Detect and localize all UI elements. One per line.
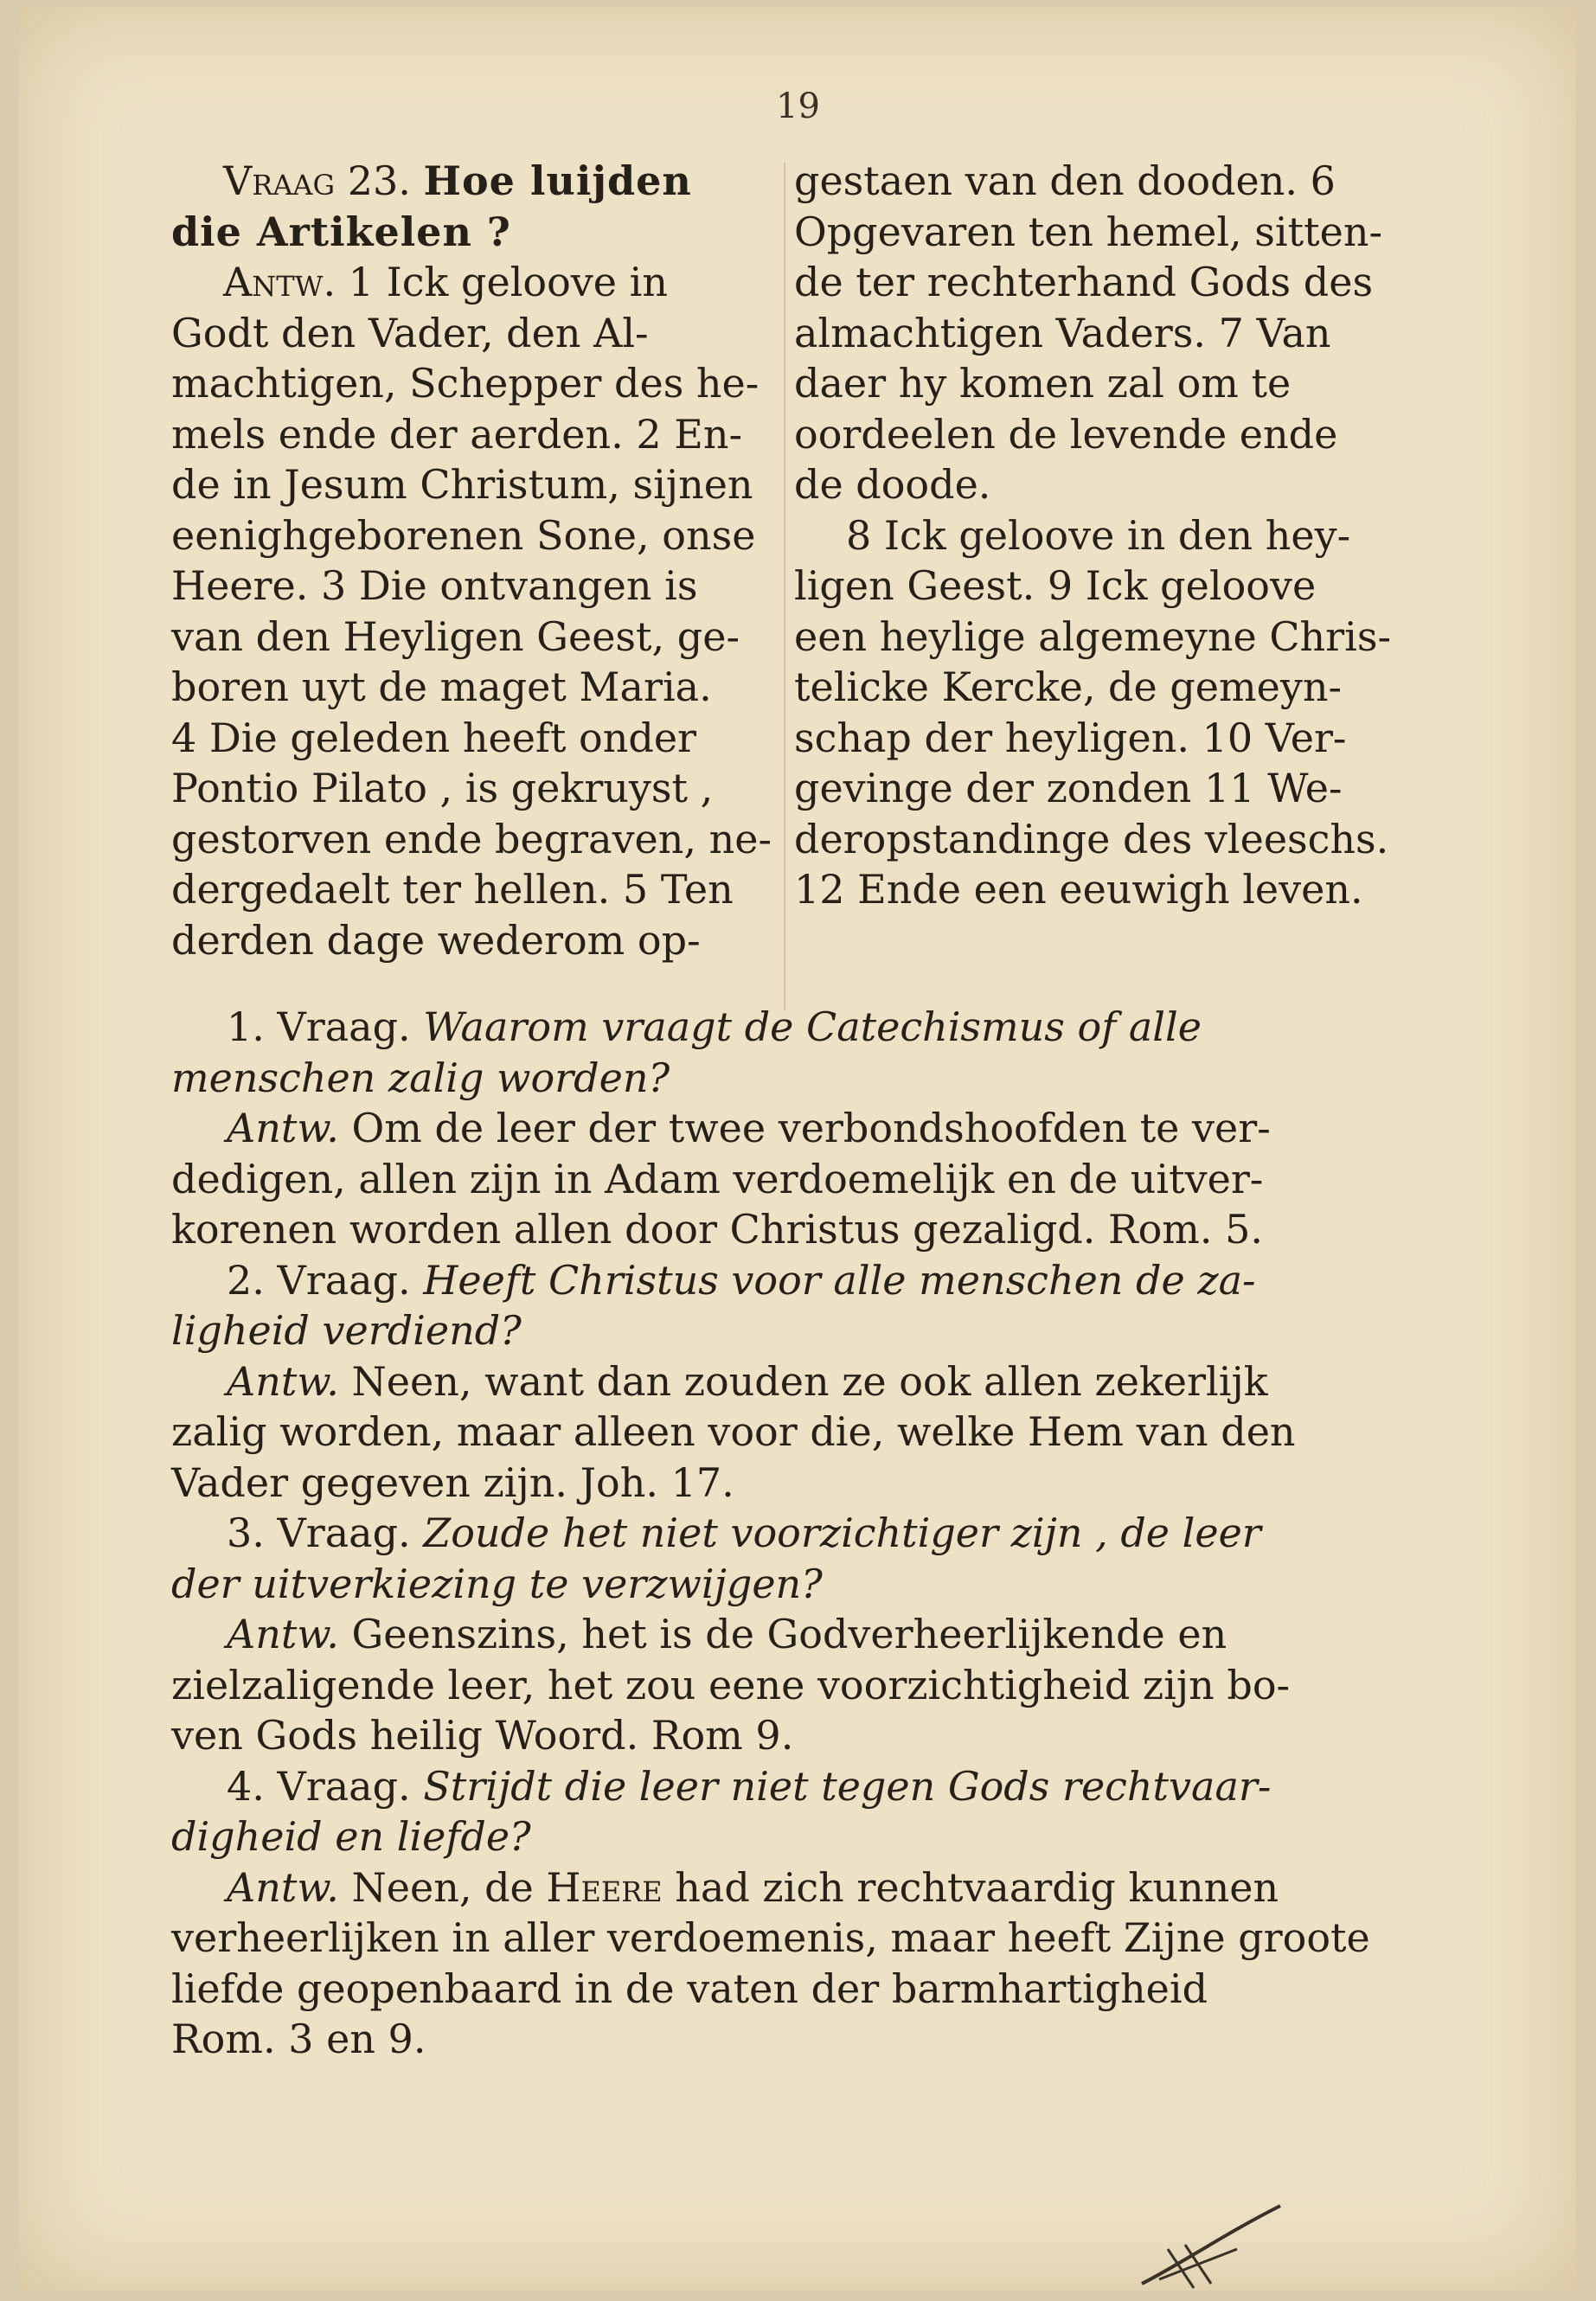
creed-line: machtigen, Schepper des he- bbox=[171, 360, 760, 407]
right-column bbox=[794, 156, 1391, 915]
answer-1: Antw. Om de leer der twee verbondshoofden te ver- bbox=[227, 1105, 1271, 1151]
creed-line: gestaen van den dooden. 6 bbox=[794, 157, 1336, 204]
answer-2-line: zalig worden, maar alleen voor die, welke Hem van den bbox=[171, 1408, 1296, 1455]
question-heading-cont: die Artikelen ? bbox=[171, 208, 511, 255]
creed-line: eenighgeborenen Sone, onse bbox=[171, 511, 756, 559]
creed-line: Opgevaren ten hemel, sitten- bbox=[794, 208, 1382, 255]
answer-2: Antw. Neen, want dan zouden ze ook allen zekerlijk bbox=[227, 1357, 1268, 1405]
answer-4-line: liefde geopenbaard in de vaten der barmhartigheid bbox=[171, 1965, 1208, 2012]
answer-4-line: verheerlijken in aller verdoemenis, maar heeft Zijne groote bbox=[171, 1914, 1370, 1961]
answer-3-line: ven Gods heilig Woord. Rom 9. bbox=[171, 1712, 794, 1759]
creed-line: Antw. 1 Ick geloove in bbox=[223, 259, 668, 305]
creed-line: oordeelen de levende ende bbox=[794, 410, 1338, 458]
question-1-cont: menschen zalig worden? bbox=[171, 1054, 670, 1101]
creed-line: gevinge der zonden 11 We- bbox=[794, 765, 1343, 811]
creed-line: deropstandinge des vleeschs. bbox=[794, 815, 1389, 862]
creed-line: de doode. bbox=[794, 461, 991, 508]
column-divider bbox=[784, 163, 785, 1010]
creed-line: 4 Die geleden heeft onder bbox=[171, 714, 697, 761]
question-4: 4. Vraag. Strijdt die leer niet tegen Gods rechtvaar- bbox=[227, 1762, 1272, 1810]
answer-3: Antw. Geenszins, het is de Godverheerlijkende en bbox=[227, 1611, 1227, 1657]
pencil-mark-icon bbox=[1133, 2197, 1289, 2292]
question-heading: Vraag 23. Hoe luijden bbox=[223, 157, 692, 204]
creed-line: gestorven ende begraven, ne- bbox=[171, 815, 772, 862]
creed-line: van den Heyligen Geest, ge- bbox=[171, 612, 740, 660]
creed-line: de in Jesum Christum, sijnen bbox=[171, 461, 753, 508]
left-column bbox=[171, 156, 772, 965]
commentary-section bbox=[171, 1002, 1391, 2065]
answer-1-line: dedigen, allen zijn in Adam verdoemelijk en de uitver- bbox=[171, 1155, 1264, 1202]
creed-line: dergedaelt ter hellen. 5 Ten bbox=[171, 866, 734, 913]
question-1: 1. Vraag. Waarom vraagt de Catechismus of alle bbox=[227, 1003, 1202, 1050]
answer-1-line: korenen worden allen door Christus gezaligd. Rom. 5. bbox=[171, 1206, 1264, 1253]
page-number: 19 bbox=[776, 87, 820, 126]
answer-4: Antw. Neen, de Heere had zich rechtvaardig kunnen bbox=[227, 1863, 1279, 1911]
question-3: 3. Vraag. Zoude het niet voorzichtiger zijn , de leer bbox=[227, 1509, 1261, 1556]
creed-line: 8 Ick geloove in den hey- bbox=[846, 511, 1351, 559]
creed-line: 12 Ende een eeuwigh leven. bbox=[794, 866, 1363, 913]
creed-line: derden dage wederom op- bbox=[171, 916, 701, 964]
question-4-cont: digheid en liefde? bbox=[171, 1813, 531, 1860]
creed-line: Godt den Vader, den Al- bbox=[171, 309, 649, 356]
creed-line: almachtigen Vaders. 7 Van bbox=[794, 309, 1331, 356]
question-2: 2. Vraag. Heeft Christus voor alle menschen de za- bbox=[227, 1256, 1256, 1304]
answer-3-line: zielzaligende leer, het zou eene voorzichtigheid zijn bo- bbox=[171, 1661, 1291, 1708]
question-3-cont: der uitverkiezing te verzwijgen? bbox=[171, 1560, 823, 1607]
creed-line: schap der heyligen. 10 Ver- bbox=[794, 714, 1347, 761]
answer-4-line: Rom. 3 en 9. bbox=[171, 2016, 426, 2062]
creed-line: ligen Geest. 9 Ick geloove bbox=[794, 562, 1317, 609]
creed-line: de ter rechterhand Gods des bbox=[794, 259, 1374, 305]
answer-2-line: Vader gegeven zijn. Joh. 17. bbox=[171, 1458, 734, 1506]
creed-line: mels ende der aerden. 2 En- bbox=[171, 410, 743, 458]
creed-line: Pontio Pilato , is gekruyst , bbox=[171, 765, 714, 811]
creed-line: Heere. 3 Die ontvangen is bbox=[171, 562, 698, 609]
question-2-cont: ligheid verdiend? bbox=[171, 1307, 522, 1354]
creed-line: daer hy komen zal om te bbox=[794, 360, 1292, 407]
creed-line: een heylige algemeyne Chris- bbox=[794, 612, 1392, 660]
creed-line: telicke Kercke, de gemeyn- bbox=[794, 663, 1343, 710]
creed-line: boren uyt de maget Maria. bbox=[171, 663, 712, 710]
